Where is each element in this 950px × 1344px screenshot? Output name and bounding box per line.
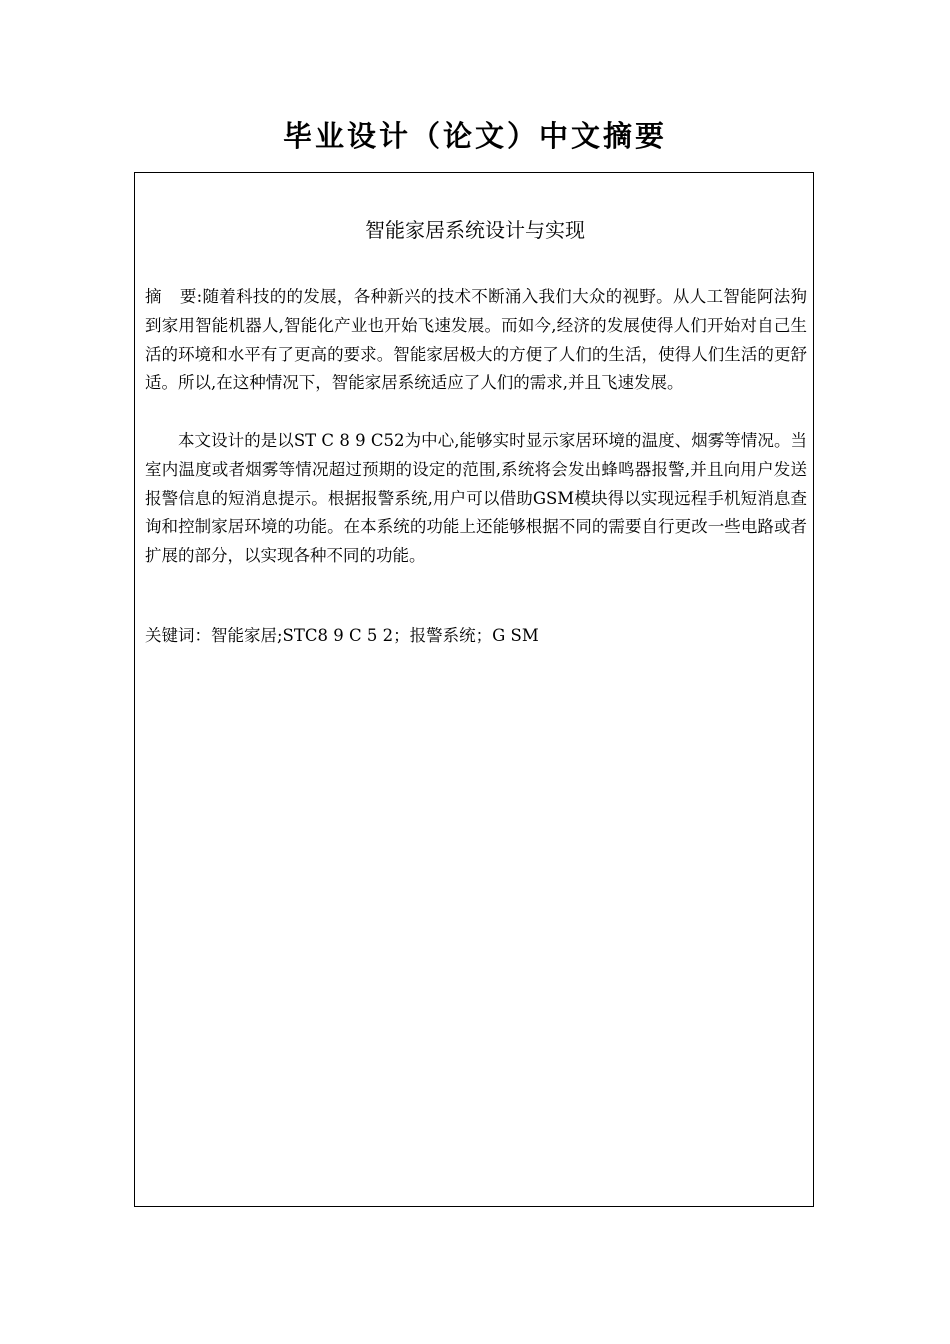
abstract-label-first-char: 摘: [145, 287, 180, 306]
keywords-value: 智能家居;STC8 9 C 5 2；报警系统；G SM: [211, 626, 539, 645]
abstract-paragraph-2: 本文设计的是以ST C 8 9 C52为中心,能够实时显示家居环境的温度、烟雾等情况。当室内温度或者烟雾等情况超过预期的设定的范围,系统将会发出蜂鸣器报警,并且向用户发送报警信息的短消息提示。根据报警系统,用户可以借助GSM模块得以实现远程手机短消息查询和控制家居环境的功能。在本系统的功能上还能够根据不同的需要自行更改一些电路或者扩展的部分，以实现各种不同的功能。: [145, 431, 807, 566]
abstract-paragraph-1-text: 随着科技的的发展，各种新兴的技术不断涌入我们大众的视野。从人工智能阿法狗到家用智能机器人,智能化产业也开始飞速发展。而如今,经济的发展使得人们开始对自己生活的环境和水平有了更高的要求。智能家居极大的方便了人们的生活，使得人们生活的更舒适。所以,在这种情况下，智能家居系统适应了人们的需求,并且飞速发展。: [145, 287, 808, 393]
page-heading: 毕业设计（论文）中文摘要: [282, 119, 667, 153]
abstract-label-separator: :: [196, 287, 203, 306]
abstract-label-last-char: 要: [179, 287, 197, 306]
keywords-line: [145, 622, 807, 651]
abstract-paragraph-1: [145, 283, 807, 398]
abstract-label: [145, 287, 197, 306]
thesis-title: 智能家居系统设计与实现: [365, 218, 585, 242]
keywords-label: 关键词：: [145, 626, 211, 645]
